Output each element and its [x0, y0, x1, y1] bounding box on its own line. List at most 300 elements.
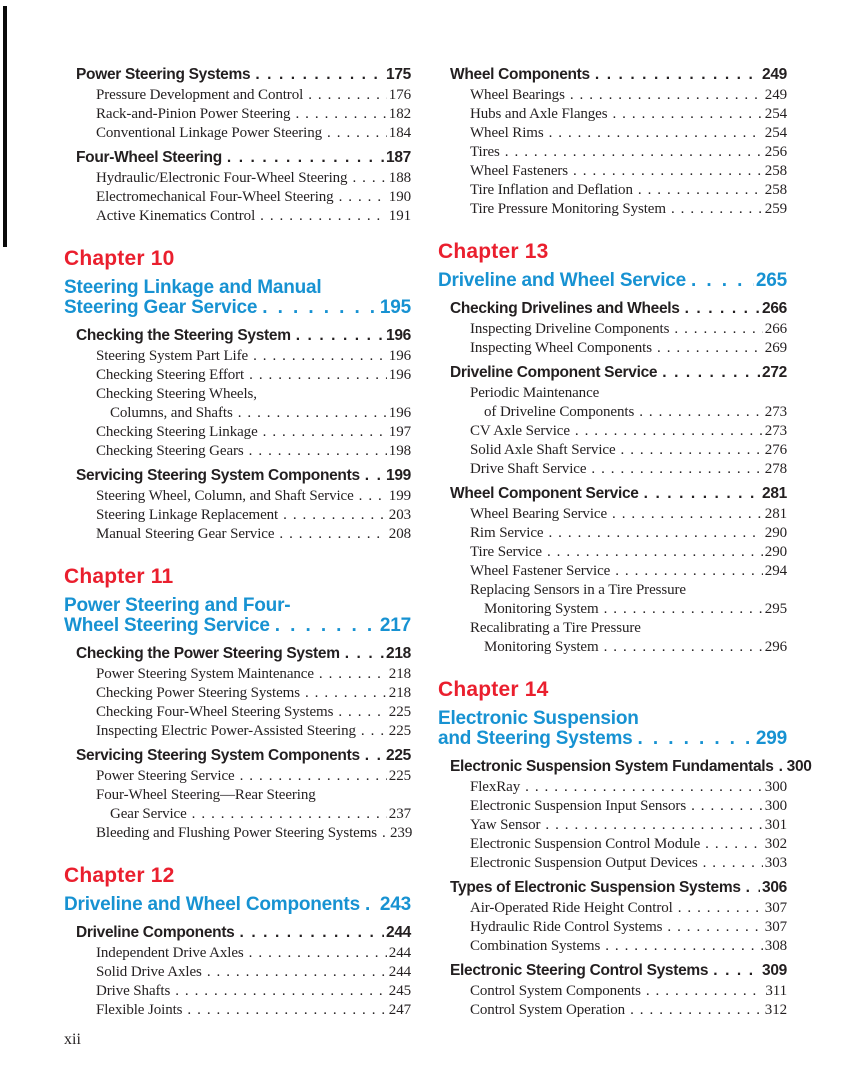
entry-line — [470, 162, 787, 181]
dot-leader — [547, 543, 763, 562]
dot-leader — [779, 756, 785, 777]
entry-title: Conventional Linkage Power Steering — [96, 125, 323, 141]
dot-leader — [612, 105, 762, 124]
dot-leader — [646, 982, 764, 1001]
entry-line — [470, 835, 787, 854]
toc-entry-level2 — [438, 797, 787, 816]
entry-title: Driveline and Wheel Service — [438, 270, 687, 291]
page-number: 273 — [764, 404, 787, 420]
entry-line — [470, 899, 787, 918]
toc-entry-level1 — [64, 465, 411, 486]
entry-line — [96, 169, 411, 188]
entry-line — [470, 619, 787, 638]
dot-leader — [691, 271, 754, 291]
page-number: 175 — [386, 66, 411, 83]
dot-leader — [667, 918, 762, 937]
toc-entry-level2 — [64, 963, 411, 982]
page-number: 247 — [388, 1002, 411, 1018]
entry-line — [96, 786, 411, 805]
dot-leader — [644, 483, 760, 504]
dot-leader — [240, 922, 385, 943]
entry-title: Driveline Components — [76, 924, 235, 941]
toc-entry-level2 — [438, 581, 787, 619]
dot-leader — [713, 960, 760, 981]
entry-line — [450, 64, 787, 85]
entry-line — [96, 982, 411, 1001]
entry-title: Four-Wheel Steering—Rear Steering — [96, 787, 316, 803]
toc-entry-level2 — [438, 422, 787, 441]
entry-line — [450, 298, 787, 319]
page-number: 237 — [388, 806, 411, 822]
toc-block — [64, 64, 411, 226]
scan-artifact-bar — [3, 6, 7, 247]
entry-line — [470, 320, 787, 339]
page-number: 302 — [764, 836, 787, 852]
entry-line — [96, 684, 411, 703]
page-number: 176 — [388, 87, 411, 103]
dot-leader — [525, 778, 763, 797]
dot-leader — [175, 982, 387, 1001]
page-number: 258 — [764, 182, 787, 198]
dot-leader — [295, 105, 386, 124]
dot-leader — [605, 937, 763, 956]
dot-leader — [319, 665, 387, 684]
toc-entry-level2 — [438, 543, 787, 562]
dot-leader — [207, 963, 387, 982]
dot-leader — [339, 188, 387, 207]
toc-entry-level2 — [438, 124, 787, 143]
dot-leader — [240, 767, 387, 786]
entry-title: Tire Inflation and Deflation — [470, 182, 633, 198]
entry-line — [96, 207, 411, 226]
entry-title: Periodic Maintenance — [470, 385, 600, 401]
entry-line — [470, 505, 787, 524]
entry-title: Hydraulic Ride Control Systems — [470, 919, 663, 935]
toc-entry-level2 — [64, 944, 411, 963]
toc-entry-level2 — [438, 200, 787, 219]
dot-leader — [263, 423, 387, 442]
entry-title: Control System Components — [470, 983, 641, 999]
dot-leader — [192, 805, 387, 824]
entry-line-continued — [96, 805, 411, 824]
entry-line-continued — [470, 638, 787, 657]
toc-entry-level2 — [64, 423, 411, 442]
page-number: 278 — [764, 461, 787, 477]
dot-leader — [570, 86, 763, 105]
chapter-title-line — [64, 616, 411, 636]
chapter-heading: Chapter 14 — [438, 678, 549, 701]
page-number: 188 — [388, 170, 411, 186]
toc-entry-level1 — [438, 362, 787, 383]
page-number: 303 — [764, 855, 787, 871]
entry-title: Steering Linkage and Manual — [64, 277, 322, 298]
entry-line — [76, 147, 411, 168]
entry-line — [96, 703, 411, 722]
toc-entry-level2 — [438, 143, 787, 162]
entry-line — [450, 483, 787, 504]
dot-leader — [662, 362, 760, 383]
page-number: 301 — [764, 817, 787, 833]
toc-block — [64, 566, 411, 843]
entry-line — [470, 918, 787, 937]
entry-title: Tires — [470, 144, 500, 160]
toc-entry-level2 — [64, 824, 411, 843]
chapter-title-line — [438, 729, 787, 749]
dot-leader — [691, 797, 763, 816]
entry-line — [470, 797, 787, 816]
dot-leader — [260, 207, 387, 226]
toc-entry-level2 — [438, 937, 787, 956]
toc-entry-level2 — [438, 835, 787, 854]
entry-title: Drive Shaft Service — [470, 461, 587, 477]
dot-leader — [545, 816, 762, 835]
page-number: 258 — [764, 163, 787, 179]
toc-entry-level2 — [64, 703, 411, 722]
dot-leader — [705, 835, 763, 854]
page-number: 244 — [388, 964, 411, 980]
page-number: 254 — [764, 125, 787, 141]
page-number: 290 — [764, 544, 787, 560]
entry-title: Yaw Sensor — [470, 817, 541, 833]
page-number: 249 — [762, 66, 787, 83]
entry-line — [96, 722, 411, 741]
page-number: 191 — [388, 208, 411, 224]
toc-block — [64, 865, 411, 1020]
toc-entry-level2 — [438, 505, 787, 524]
entry-line — [470, 982, 787, 1001]
page-number: 196 — [388, 348, 411, 364]
toc-entry-level2 — [64, 684, 411, 703]
page-number: 243 — [379, 894, 411, 915]
page-number: 311 — [765, 983, 787, 999]
toc-entry-level1 — [64, 745, 411, 766]
toc-entry-level2 — [438, 441, 787, 460]
page-number: 244 — [388, 945, 411, 961]
entry-title: Four-Wheel Steering — [76, 149, 222, 166]
dot-leader — [187, 1001, 386, 1020]
entry-line — [470, 105, 787, 124]
page-number: 294 — [764, 563, 787, 579]
entry-title: Wheel Steering Service — [64, 615, 270, 636]
page-number: 266 — [762, 300, 787, 317]
page-number: 281 — [764, 506, 787, 522]
toc-entry-level2 — [64, 982, 411, 1001]
entry-title: Wheel Fastener Service — [470, 563, 611, 579]
entry-line — [470, 524, 787, 543]
entry-line — [470, 384, 787, 403]
entry-title: Steering System Part Life — [96, 348, 249, 364]
entry-line — [96, 347, 411, 366]
toc-entry-level2 — [64, 1001, 411, 1020]
entry-line — [96, 944, 411, 963]
toc-entry-level1 — [438, 960, 787, 981]
page-number: 276 — [764, 442, 787, 458]
entry-title: Steering Linkage Replacement — [96, 507, 279, 523]
toc-entry-level2 — [64, 487, 411, 506]
entry-title: Electronic Steering Control Systems — [450, 962, 709, 979]
dot-leader — [746, 877, 760, 898]
entry-line — [470, 422, 787, 441]
page-number: 256 — [764, 144, 787, 160]
entry-line — [470, 937, 787, 956]
page-number: 225 — [386, 747, 411, 764]
entry-line — [76, 465, 411, 486]
dot-leader — [249, 944, 387, 963]
toc-entry-level2 — [64, 767, 411, 786]
dot-leader — [365, 745, 384, 766]
page-number: 196 — [388, 405, 411, 421]
chapter-title — [438, 271, 787, 291]
toc-entry-level2 — [438, 619, 787, 657]
entry-line — [76, 643, 411, 664]
entry-title: Checking Power Steering Systems — [96, 685, 300, 701]
entry-line — [76, 325, 411, 346]
entry-title: Gear Service — [110, 806, 187, 822]
dot-leader — [327, 124, 387, 143]
entry-title: FlexRay — [470, 779, 521, 795]
page-number: 218 — [388, 685, 411, 701]
entry-title: Electronic Suspension Control Module — [470, 836, 701, 852]
chapter-heading: Chapter 12 — [64, 864, 175, 887]
dot-leader — [591, 460, 762, 479]
entry-title: Wheel Rims — [470, 125, 544, 141]
entry-title: Driveline and Wheel Components — [64, 894, 360, 915]
dot-leader — [296, 325, 384, 346]
chapter-title-line — [438, 709, 787, 729]
dot-leader — [345, 643, 384, 664]
page-number: 269 — [764, 340, 787, 356]
toc-entry-level1 — [438, 64, 787, 85]
entry-line — [450, 960, 787, 981]
toc-entry-level2 — [438, 162, 787, 181]
page-number: 217 — [379, 615, 411, 636]
entry-line — [470, 200, 787, 219]
dot-leader — [365, 895, 378, 915]
page-number: 208 — [388, 526, 411, 542]
dot-leader — [308, 86, 387, 105]
entry-title: Replacing Sensors in a Tire Pressure — [470, 582, 686, 598]
page-number: 182 — [388, 106, 411, 122]
entry-title: Solid Axle Shaft Service — [470, 442, 616, 458]
entry-title: Inspecting Wheel Components — [470, 340, 652, 356]
entry-line — [470, 543, 787, 562]
entry-title: Power Steering and Four- — [64, 595, 291, 616]
toc-entry-level2 — [438, 899, 787, 918]
entry-title: Checking the Power Steering System — [76, 645, 340, 662]
page-number: 281 — [762, 485, 787, 502]
entry-title: Active Kinematics Control — [96, 208, 256, 224]
entry-line — [96, 442, 411, 461]
dot-leader — [621, 441, 763, 460]
entry-title: Hydraulic/Electronic Four-Wheel Steering — [96, 170, 348, 186]
dot-leader — [612, 505, 763, 524]
chapter-title-line — [64, 298, 411, 318]
entry-title: and Steering Systems — [438, 728, 633, 749]
entry-line — [96, 665, 411, 684]
toc-entry-level2 — [64, 786, 411, 824]
page-number: 290 — [764, 525, 787, 541]
entry-line — [470, 441, 787, 460]
page-number: 197 — [388, 424, 411, 440]
entry-title: Rim Service — [470, 525, 544, 541]
dot-leader — [604, 638, 763, 657]
page-number: 296 — [764, 639, 787, 655]
chapter-title-line — [438, 271, 787, 291]
page-number: 308 — [764, 938, 787, 954]
entry-line — [76, 745, 411, 766]
toc-entry-level1 — [438, 483, 787, 504]
entry-line — [450, 756, 812, 777]
toc-entry-level2 — [438, 524, 787, 543]
dot-leader — [283, 506, 387, 525]
entry-line — [470, 86, 787, 105]
entry-title: Tire Service — [470, 544, 542, 560]
dot-leader — [657, 339, 763, 358]
entry-title: Inspecting Driveline Components — [470, 321, 670, 337]
entry-title: Hubs and Axle Flanges — [470, 106, 608, 122]
entry-title: Drive Shafts — [96, 983, 171, 999]
entry-title: Checking Steering Wheels, — [96, 386, 257, 402]
entry-title: Wheel Component Service — [450, 485, 639, 502]
chapter-title — [64, 596, 411, 636]
toc-entry-level1 — [438, 298, 787, 319]
dot-leader — [255, 64, 384, 85]
entry-line — [96, 824, 411, 843]
entry-title: Electromechanical Four-Wheel Steering — [96, 189, 334, 205]
entry-title: Monitoring System — [484, 601, 599, 617]
toc-entry-level2 — [64, 169, 411, 188]
entry-title: Checking Drivelines and Wheels — [450, 300, 680, 317]
entry-title: Manual Steering Gear Service — [96, 526, 275, 542]
entry-line — [96, 506, 411, 525]
dot-leader — [352, 169, 386, 188]
entry-title: Power Steering System Maintenance — [96, 666, 314, 682]
dot-leader — [238, 404, 387, 423]
entry-title: Wheel Bearings — [470, 87, 565, 103]
dot-leader — [638, 181, 763, 200]
page-number: 199 — [388, 488, 411, 504]
chapter-title-line — [64, 596, 411, 616]
page-number: 225 — [388, 768, 411, 784]
entry-line — [96, 366, 411, 385]
toc-entry-level2 — [438, 982, 787, 1001]
entry-line — [96, 188, 411, 207]
page-number: 254 — [764, 106, 787, 122]
dot-leader — [671, 200, 763, 219]
entry-line — [76, 922, 411, 943]
toc-entry-level2 — [438, 320, 787, 339]
page-number: 218 — [388, 666, 411, 682]
toc-content — [64, 60, 812, 1020]
toc-entry-level2 — [64, 665, 411, 684]
chapter-title — [64, 278, 411, 318]
toc-entry-level2 — [64, 207, 411, 226]
entry-title: Checking Four-Wheel Steering Systems — [96, 704, 334, 720]
dot-leader — [361, 722, 387, 741]
page-number: 307 — [764, 919, 787, 935]
dot-leader — [338, 703, 386, 722]
dot-leader — [604, 600, 763, 619]
dot-leader — [575, 422, 763, 441]
entry-title: Inspecting Electric Power-Assisted Steering — [96, 723, 356, 739]
page-number: 184 — [388, 125, 411, 141]
page-number: 249 — [764, 87, 787, 103]
page-number: 272 — [762, 364, 787, 381]
dot-leader — [262, 298, 378, 318]
dot-leader — [365, 465, 384, 486]
toc-entry-level2 — [64, 366, 411, 385]
toc-entry-level2 — [438, 181, 787, 200]
entry-title: of Driveline Components — [484, 404, 635, 420]
entry-line — [450, 877, 787, 898]
entry-title: Power Steering Systems — [76, 66, 251, 83]
entry-title: Servicing Steering System Components — [76, 747, 360, 764]
entry-line — [470, 143, 787, 162]
dot-leader — [678, 899, 763, 918]
entry-title: Steering Wheel, Column, and Shaft Service — [96, 488, 354, 504]
entry-line — [470, 562, 787, 581]
entry-title: Wheel Fasteners — [470, 163, 569, 179]
toc-entry-level2 — [64, 105, 411, 124]
entry-line — [470, 339, 787, 358]
entry-title: Power Steering Service — [96, 768, 235, 784]
chapter-title — [438, 709, 787, 749]
entry-line — [96, 124, 411, 143]
toc-entry-level2 — [64, 442, 411, 461]
page-number: 309 — [762, 962, 787, 979]
page-number: 225 — [388, 723, 411, 739]
toc-entry-level2 — [438, 105, 787, 124]
dot-leader — [573, 162, 763, 181]
entry-line — [470, 854, 787, 873]
entry-line — [96, 86, 411, 105]
page-number: 225 — [388, 704, 411, 720]
entry-title: Tire Pressure Monitoring System — [470, 201, 666, 217]
dot-leader — [359, 487, 387, 506]
toc-entry-level2 — [64, 347, 411, 366]
page-number: 273 — [764, 423, 787, 439]
toc-entry-level1 — [64, 147, 411, 168]
toc-entry-level1 — [64, 325, 411, 346]
page-number: 266 — [764, 321, 787, 337]
toc-column-right — [438, 60, 812, 1020]
dot-leader — [685, 298, 760, 319]
dot-leader — [639, 403, 763, 422]
entry-line — [470, 460, 787, 479]
toc-block — [438, 64, 787, 219]
toc-entry-level1 — [438, 877, 787, 898]
entry-title: Solid Drive Axles — [96, 964, 202, 980]
page-number: 196 — [388, 367, 411, 383]
entry-line — [96, 105, 411, 124]
toc-entry-level1 — [64, 643, 411, 664]
entry-title: Rack-and-Pinion Power Steering — [96, 106, 291, 122]
page-number: 259 — [764, 201, 787, 217]
entry-line — [76, 64, 411, 85]
chapter-title — [64, 895, 411, 915]
entry-line — [96, 423, 411, 442]
chapter-title-line — [64, 895, 411, 915]
entry-line — [470, 816, 787, 835]
entry-line — [470, 581, 787, 600]
dot-leader — [305, 684, 387, 703]
entry-line — [96, 767, 411, 786]
page-number: 187 — [386, 149, 411, 166]
entry-line-continued — [470, 403, 787, 422]
entry-title: Combination Systems — [470, 938, 601, 954]
toc-entry-level2 — [438, 339, 787, 358]
entry-title: Electronic Suspension System Fundamentals — [450, 758, 774, 775]
